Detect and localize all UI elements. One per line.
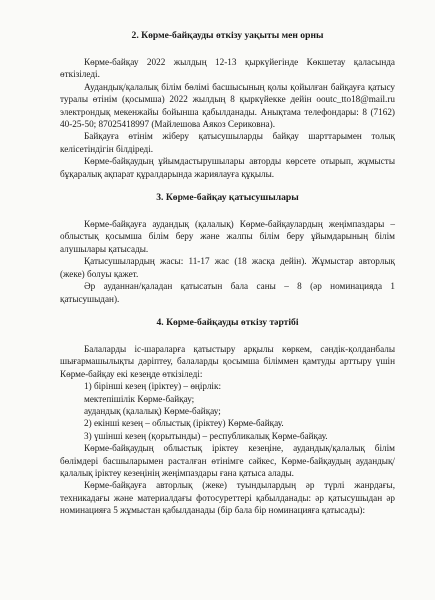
list-item: аудандық (қалалық) Көрме-байқау;	[84, 405, 221, 416]
paragraph: Көрме-байқауға авторлық (жеке) туындылардың әр түрлі жанрдағы, техникадағы және материалдағы фотосуреттері қабылданады: әр қатысушыдан әр номинацияға 5 жұмыстан қабылданады (бір бала бір номинацияға қатысады):	[60, 480, 395, 516]
list-item: 1) бірінші кезең (іріктеу) – өңірлік:	[84, 381, 222, 392]
paragraph: Көрме-байқауға аудандық (қалалық) Көрме-байқаулардың жеңімпаздары – облыстық қосымша білім беру және жалпы білім беру ұйымдарының білім алушылары қатысады.	[60, 219, 395, 254]
paragraph: Көрме-байқаудың облыстық іріктеу кезеңіне, аудандық/қалалық білім бөлімдері басшыларымен расталған өтінімге сәйкес, Көрме-байқаудың аудандық/қалалық іріктеу кезеңінің жеңімпаздары ғана қатыса алады.	[60, 443, 395, 478]
list-item: мектепішілік Көрме-байқау;	[84, 393, 195, 404]
paragraph: Аудандық/қалалық білім бөлімі басшысының қолы қойылған байқауға қатысу туралы өтінім (қосымша) 2022 жылдың 8 қыркүйекке дейін ooutc_tto18@mail.ru электрондық мекенжайы бойынша қабылданады. Анықтама телефондары: 8 (7162) 40-25-50; 87025418997 (Майлешова Аякоз Сериковна).	[60, 81, 395, 130]
paragraph: Балаларды іс-шараларға қатыстыру арқылы көркем, сәндік-қолданбалы шығармашылықты дәріптеу, балаларды қосымша біліммен қамтуды арттыру үшін Көрме-байқау екі кезеңде өткізіледі:	[60, 343, 395, 379]
list-item: 2) екінші кезең – облыстық (іріктеу) Көрме-байқау.	[84, 418, 284, 429]
list-item: 3) үшінші кезең (қорытынды) – республикалық Көрме-байқау.	[84, 430, 328, 441]
section-4-heading: 4. Көрме-байқауды өткізу тәртібі	[156, 316, 299, 328]
section-3-heading: 3. Көрме-байқау қатысушылары	[156, 192, 299, 204]
document-body	[60, 30, 395, 529]
paragraph: Көрме-байқау 2022 жылдың 12-13 қыркүйегінде Көкшетау қаласында өткізіледі.	[60, 57, 395, 80]
paragraph: Байқауға өтінім жіберу қатысушыларды байқау шарттарымен толық келісетіндігін білдіреді.	[60, 131, 395, 154]
paragraph: Қатысушылардың жасы: 11-17 жас (18 жасқа дейін). Жұмыстар авторлық (жеке) болуы қажет.	[60, 256, 395, 279]
paragraph: Көрме-байқаудың ұйымдастырушылары авторды көрсете отырып, жұмысты бұқаралық ақпарат құралдарында жариялауға құқылы.	[60, 156, 395, 179]
section-3	[60, 218, 395, 305]
section-2-heading: 2. Көрме-байқауды өткізу уақыты мен орны	[131, 30, 324, 41]
section-4	[60, 343, 395, 517]
paragraph: Әр ауданнан/қаладан қатысатын бала саны – 8 (әр номинацияда 1 қатысушыдан).	[60, 281, 395, 304]
section-2	[60, 56, 395, 180]
